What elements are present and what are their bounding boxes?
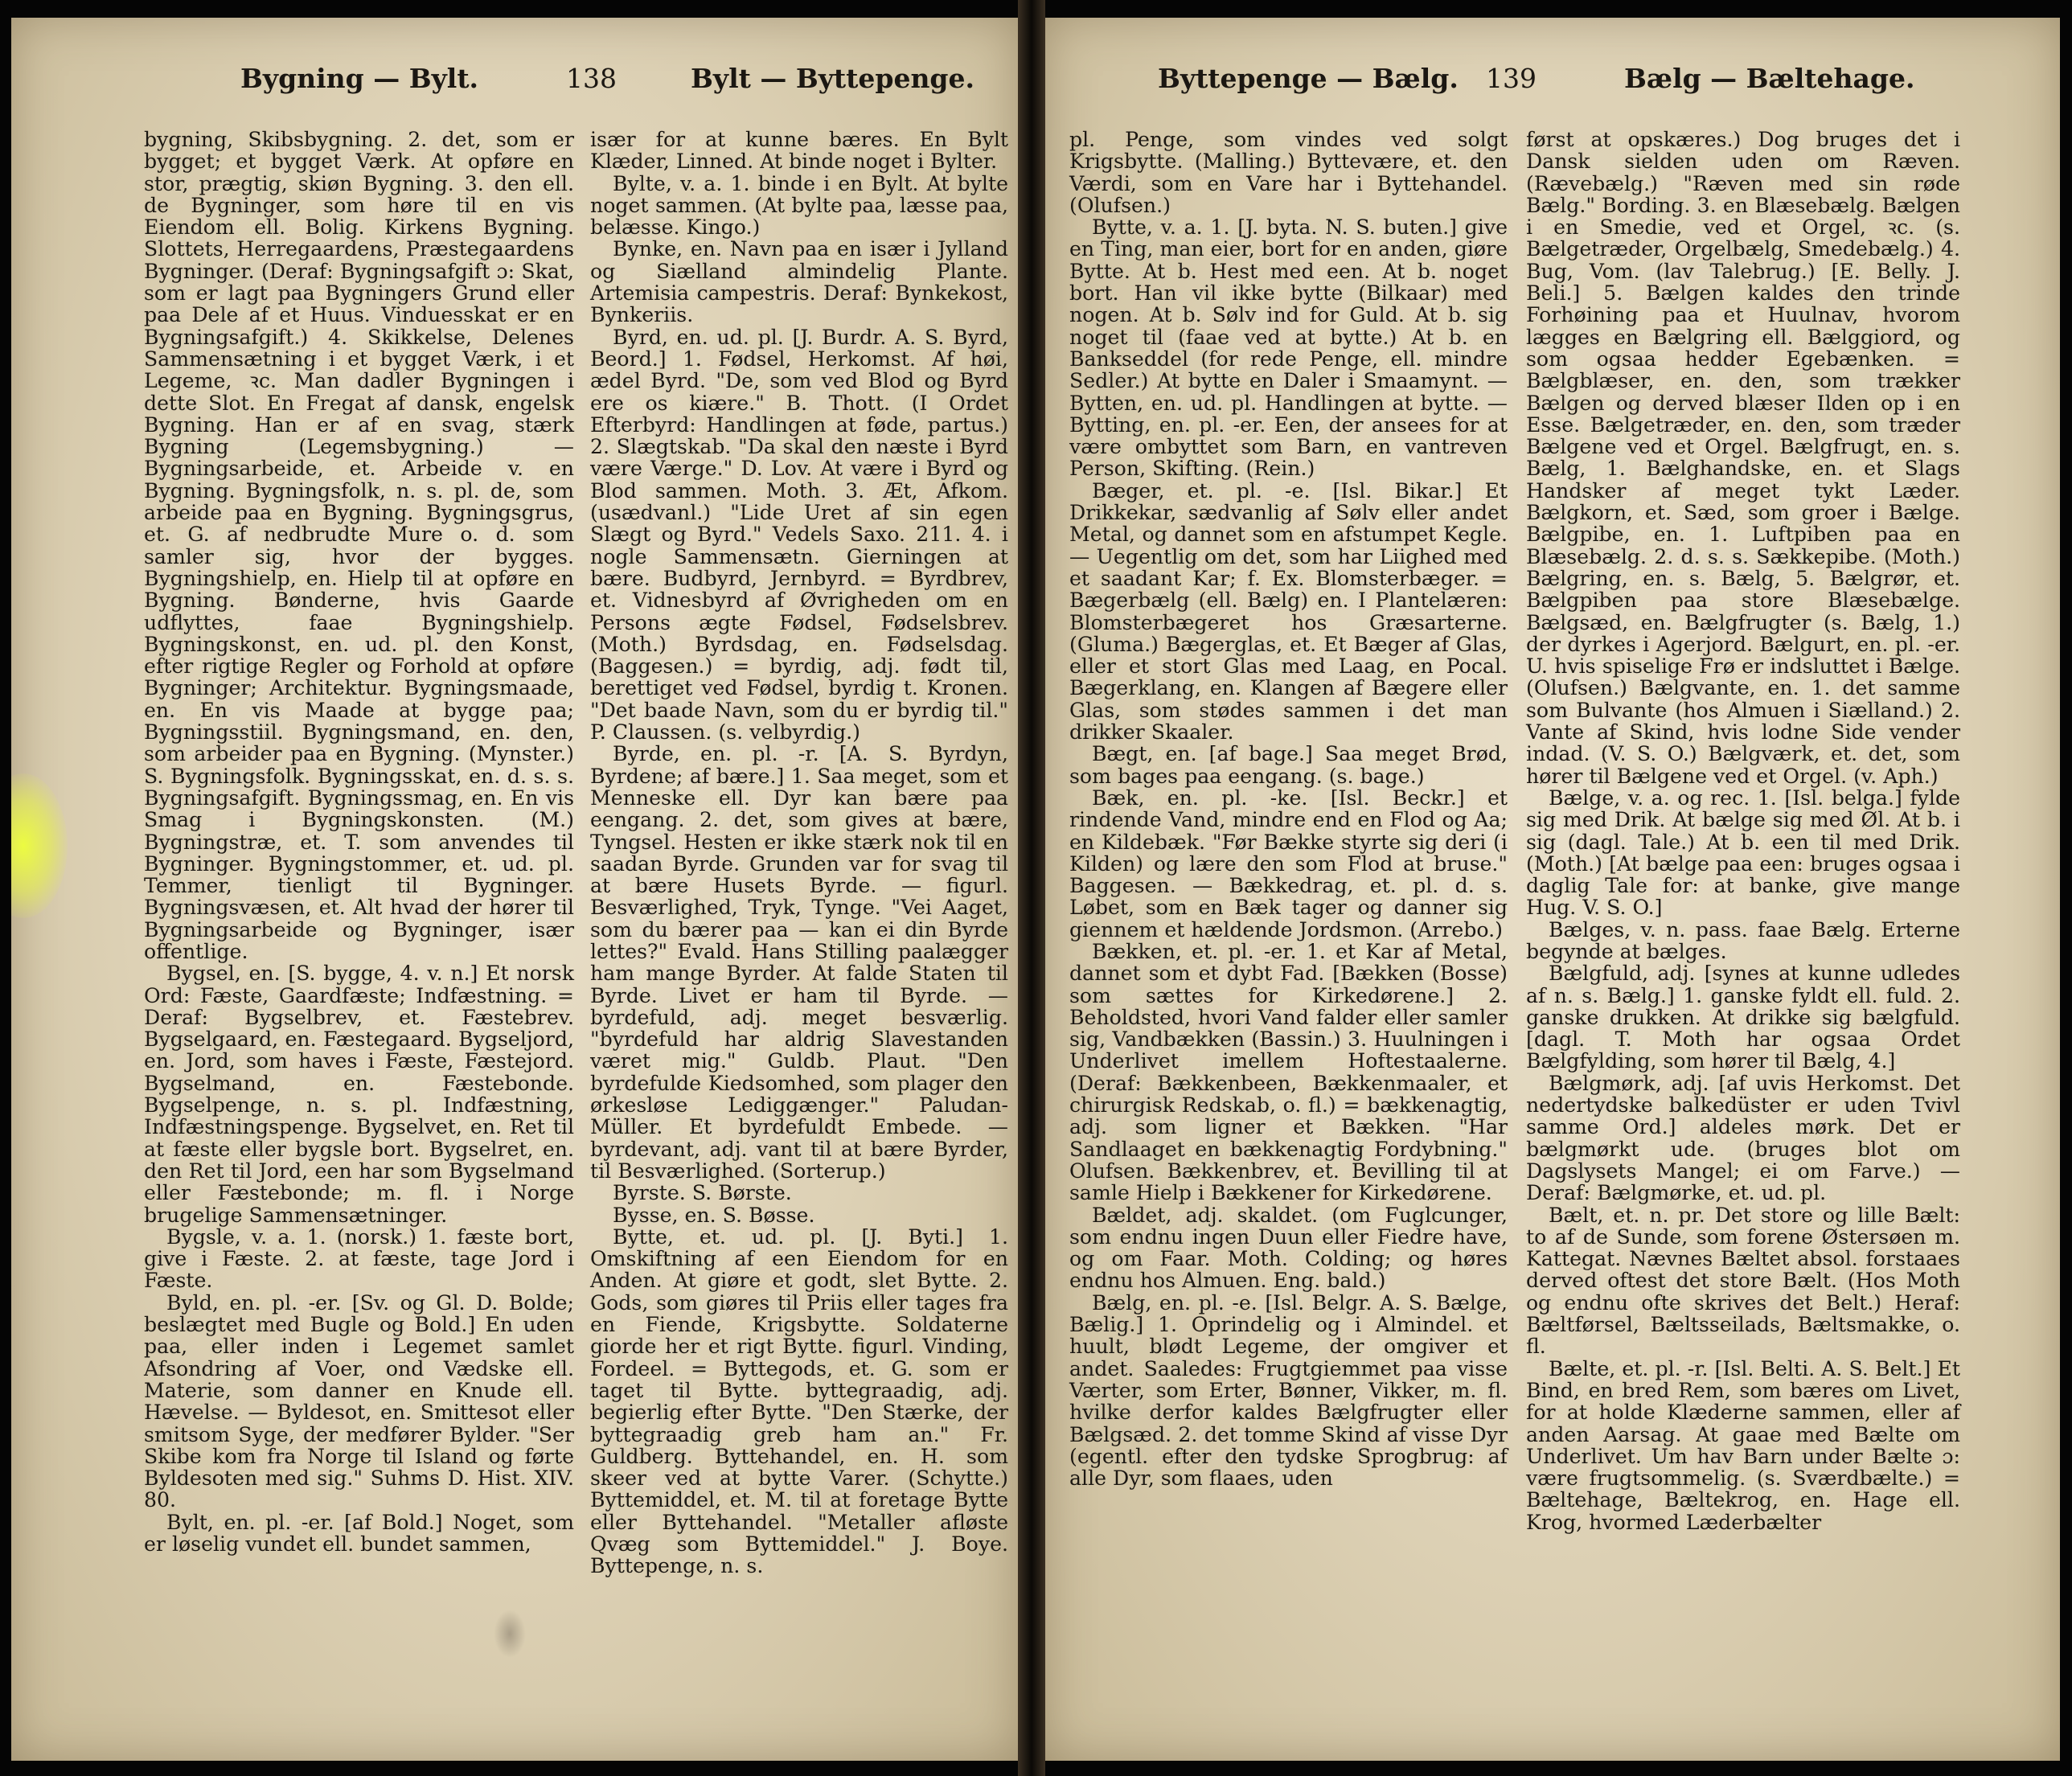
entry: Bældet, adj. skaldet. (om Fuglcunger, som endnu ingen Duun eller Fiedre have, og om Faar. Moth. Colding; og høres endnu hos Almuen. Eng. bald.) bbox=[1069, 1203, 1508, 1293]
entry: Byrde, en. pl. -r. [A. S. Byrdyn, Byrdene; af bære.] 1. Saa meget, som et Menneske ell. Dyr kan bære paa eengang. 2. det, som gives at bære, Tyngsel. Hesten er ikke stærk nok til en saadan Byrde. Grunden var for svag til at bære Husets Byrde. — figurl. Besværlighed, Tryk, Tynge. "Vei Aaget, som du bærer paa — kan ei din Byrde lettes?" Evald. Hans Stilling paalægger ham mange Byrder. At falde Staten til Byrde. Livet er ham til Byrde. — byrdefuld, adj. meget besværlig. "byrdefuld har aldrig Slavestanden været mig." Guldb. Plaut. "Den byrdefulde Kiedsomhed, som plager den ørkesløse Lediggænger." Paludan-Müller. Et byrdefuldt Embede. — byrdevant, adj. vant til at bære Byrder, til Besværlighed. (Sorterup.) bbox=[590, 742, 1008, 1183]
entry: Bylt, en. pl. -er. [af Bold.] Noget, som er løselig vundet ell. bundet sammen, bbox=[144, 1510, 574, 1556]
page-header bbox=[11, 56, 1018, 101]
right-page bbox=[1045, 18, 2060, 1761]
entry: Bælgmørk, adj. [af uvis Herkomst. Det nedertydske balkedüster er uden Tvivl samme Ord.] aldeles mørk. Det er bælgmørkt ude. (bruges blot om Dagslysets Mangel; ei om Farve.) — Deraf: Bælgmørke, et. ud. pl. bbox=[1526, 1071, 1960, 1205]
left-column bbox=[1069, 129, 1508, 1489]
entry: Bynke, en. Navn paa en især i Jylland og Siælland almindelig Plante. Artemisia campestris. Deraf: Bynkekost, Bynkeriis. bbox=[590, 237, 1008, 327]
entry: Bælte, et. pl. -r. [Isl. Belti. A. S. Belt.] Et Bind, en bred Rem, som bæres om Livet, for at holde Klæderne sammen, eller af anden Aarsag. At gaae med Bælte om Underlivet. Um hav Barn under Bælte ɔ: være frugtsommelig. (s. Sværdbælte.) = Bæltehage, Bæltekrog, en. Hage ell. Krog, hvormed Læderbælter bbox=[1526, 1356, 1960, 1534]
right-column bbox=[1526, 129, 1960, 1533]
entry: især for at kunne bæres. En Bylt Klæder, Linned. At binde noget i Bylter. bbox=[590, 128, 1008, 174]
header-right-term: Bælg — Bæltehage. bbox=[1624, 63, 1915, 94]
entry: Bælges, v. n. pass. faae Bælg. Erterne begynde at bælges. bbox=[1526, 917, 1960, 963]
header-right-term: Bylt — Byttepenge. bbox=[691, 63, 974, 94]
right-column bbox=[590, 129, 1008, 1577]
left-column bbox=[144, 129, 574, 1555]
entry: Bækken, et. pl. -er. 1. et Kar af Metal, dannet som et dybt Fad. [Bækken (Bosse) som sættes for Kirkedørene.] 2. Beholdsted, hvori Vand falder eller samler sig, Vandbækken (Bassin.) 3. Huulningen i Underlivet imellem Hoftestaalerne. (Deraf: Bækkenbeen, Bækkenmaaler, et chirurgisk Redskab, o. fl.) = bækkenagtig, adj. som ligner et Bækken. "Har Sandlaaget en bækkenagtig Fordybning." Olufsen. Bækkenbrev, et. Bevilling til at samle Hielp i Bækkener for Kirkedørene. bbox=[1069, 939, 1508, 1205]
entry: Bægt, en. [af bage.] Saa meget Brød, som bages paa eengang. (s. bage.) bbox=[1069, 742, 1508, 788]
page-number: 139 bbox=[1486, 63, 1537, 94]
entry: Bytte, et. ud. pl. [J. Byti.] 1. Omskiftning af een Eiendom for en Anden. At giøre et godt, slet Bytte. 2. Gods, som giøres til Priis eller tages fra en Fiende, Krigsbytte. Soldaterne giorde her et rigt Bytte. figurl. Vinding, Fordeel. = Byttegods, et. G. som er taget til Bytte. byttegraadig, adj. begierlig efter Bytte. "Den Stærke, der byttegraadig greb ham an." Fr. Guldberg. Byttehandel, en. H. som skeer ved at bytte Varer. (Schytte.) Byttemiddel, et. M. til at foretage Bytte eller Byttehandel. "Metaller afløste Qvæg som Byttemiddel." J. Boye. Byttepenge, n. s. bbox=[590, 1224, 1008, 1578]
header-left-term: Byttepenge — Bælg. bbox=[1158, 63, 1459, 94]
yellow-stain bbox=[11, 773, 68, 918]
entry: Bælgfuld, adj. [synes at kunne udledes af n. s. Bælg.] 1. ganske fyldt ell. fuld. 2. ganske drukken. At drikke sig bælgfuld. [dagl. T. Moth har ogsaa Ordet Bælgfylding, som hører til Bælg, 4.] bbox=[1526, 962, 1960, 1073]
left-page bbox=[11, 18, 1018, 1761]
entry: Bæk, en. pl. -ke. [Isl. Beckr.] et rindende Vand, mindre end en Flod og Aa; en Kildebæk. "Før Bække styrte sig deri (i Kilden) og lære den som Flod at bruse." Baggesen. — Bækkedrag, et. pl. d. s. Løbet, som en Bæk tager og danner sig giennem et hældende Jordsmon. (Arrebo.) bbox=[1069, 785, 1508, 941]
entry: Bælg, en. pl. -e. [Isl. Belgr. A. S. Bælge, Bælig.] 1. Oprindelig og i Almindel. et huult, blødt Legeme, der omgiver et andet. Saaledes: Frugtgiemmet paa visse Værter, som Erter, Bønner, Vikker, m. fl. hvilke derfor kaldes Bælgfrugter eller Bælgsæd. 2. det tomme Skind af visse Dyr (egentl. efter den tydske Sprogbrug: af alle Dyr, som flaaes, uden bbox=[1069, 1290, 1508, 1491]
entry: Bygsle, v. a. 1. (norsk.) 1. fæste bort, give i Fæste. 2. at fæste, tage Jord i Fæste. bbox=[144, 1224, 574, 1293]
entry: Byld, en. pl. -er. [Sv. og Gl. D. Bolde; beslægtet med Bugle og Bold.] En uden paa, eller inden i Legemet samlet Afsondring af Voer, ond Vædske ell. Materie, som danner en Knude ell. Hævelse. — Byldesot, en. Smittesot eller smitsom Syge, der medfører Bylder. "Ser Skibe kom fra Norge til Island og førte Byldesoten med sig." Suhms D. Hist. XIV. 80. bbox=[144, 1290, 574, 1512]
entry: Byrd, en. ud. pl. [J. Burdr. A. S. Byrd, Beord.] 1. Fødsel, Herkomst. Af høi, ædel Byrd. "De, som ved Blod og Byrd ere os kiære." B. Thott. (I Ordet Efterbyrd: Handlingen at føde, partus.) 2. Slægtskab. "Da skal den næste i Byrd være Værge." D. Lov. At være i Byrd og Blod sammen. Moth. 3. Æt, Afkom. (usædvanl.) "Lide Uret af sin egen Slægt og Byrd." Vedels Saxo. 211. 4. i nogle Sammensætn. Gierningen at bære. Budbyrd, Jernbyrd. = Byrdbrev, et. Vidnesbyrd af Øvrigheden om en Persons ægte Fødsel, Fødselsbrev. (Moth.) Byrdsdag, en. Fødselsdag. (Baggesen.) = byrdig, adj. født til, berettiget ved Fødsel, byrdig t. Kronen. "Det baade Navn, som du er byrdig til." P. Claussen. (s. velbyrdig.) bbox=[590, 325, 1008, 744]
entry: bygning, Skibsbygning. 2. det, som er bygget; et bygget Værk. At opføre en stor, prægtig, skiøn Bygning. 3. den ell. de Bygninger, som høre til en vis Eiendom ell. Bolig. Kirkens Bygning. Slottets, Herregaardens, Præstegaardens Bygninger. (Deraf: Bygningsafgift ɔ: Skat, som er lagt paa Bygningers Grund eller paa Dele af et Huus. Vinduesskat er en Bygningsafgift.) 4. Skikkelse, Delenes Sammensætning i et bygget Værk, i et Legeme, ꝛc. Man dadler Bygningen i dette Slot. En Fregat af dansk, engelsk Bygning. Han er af en svag, stærk Bygning (Legemsbygning.) — Bygningsarbeide, et. Arbeide v. en Bygning. Bygningsfolk, n. s. pl. de, som arbeide paa en Bygning. Bygningsgrus, et. G. af nedbrudte Mure o. d. som samler sig, hvor der bygges. Bygningshielp, en. Hielp til at opføre en Bygning. Bønderne, hvis Gaarde udflyttes, faae Bygningshielp. Bygningskonst, en. ud. pl. den Konst, efter rigtige Regler og Forhold at opføre Bygninger; Architektur. Bygningsmaade, en. En vis Maade at bygge paa; Bygningsstiil. Bygningsmand, en. den, som arbeider paa en Bygning. (Mynster.) S. Bygningsfolk. Bygningsskat, en. d. s. s. Bygningsafgift. Bygningssmag, en. En vis Smag i Bygningskonsten. (M.) Bygningstræ, et. T. som anvendes til Bygninger. Bygningstommer, et. ud. pl. Temmer, tienligt til Bygninger. Bygningsvæsen, et. Alt hvad der hører til Bygningsarbeide og Bygninger, især offentlige. bbox=[144, 128, 574, 963]
entry: Bælt, et. n. pr. Det store og lille Bælt: to af de Sunde, som forene Østersøen m. Kattegat. Nævnes Bæltet absol. forstaaes derved oftest det store Bælt. (Hos Moth og endnu ofte skrives det Belt.) Heraf: Bæltførsel, Bæltsseilads, Bæltsmakke, o. fl. bbox=[1526, 1203, 1960, 1359]
entry: Bæger, et. pl. -e. [Isl. Bikar.] Et Drikkekar, sædvanlig af Sølv eller andet Metal, og dannet som en afstumpet Kegle. — Uegentlig om det, som har Liighed med et saadant Kar; f. Ex. Blomsterbæger. = Bægerbælg (ell. Bælg) en. I Plantelæren: Blomsterbægeret hos Græsarterne. (Gluma.) Bægerglas, et. Et Bæger af Glas, eller et stort Glas med Laag, en Pocal. Bægerklang, en. Klangen af Bægere eller Glas, som stødes sammen i det man drikker Skaaler. bbox=[1069, 478, 1508, 744]
entry: Bysse, en. S. Bøsse. bbox=[613, 1203, 815, 1227]
entry: Bylte, v. a. 1. binde i en Bylt. At bylte noget sammen. (At bylte paa, læsse paa, belæsse. Kingo.) bbox=[590, 171, 1008, 240]
page-header bbox=[1045, 56, 2060, 101]
entry: først at opskæres.) Dog bruges det i Dansk sielden uden om Ræven. (Rævebælg.) "Ræven med sin røde Bælg." Bording. 3. en Blæsebælg. Bælgen i en Smedie, ved et Orgel, ꝛc. (s. Bælgetræder, Orgelbælg, Smedebælg.) 4. Bug, Vom. (lav Talebrug.) [E. Belly. J. Beli.] 5. Bælgen kaldes den trinde Forhøining paa et Huulnav, hvorom lægges en Bælgring ell. Bælggiord, og som ogsaa hedder Egebænken. = Bælgblæser, en. den, som trækker Bælgen og derved blæser Ilden op i en Esse. Bælgetræder, en. den, som træder Bælgene ved et Orgel. Bælgfrugt, en. s. Bælg, 1. Bælghandske, en. et Slags Handsker af meget tykt Læder. Bælgkorn, et. Sæd, som groer i Bælge. Bælgpibe, en. 1. Luftpiben paa en Blæsebælg. 2. d. s. s. Sækkepibe. (Moth.) Bælgring, en. s. Bælg, 5. Bælgrør, et. Bælgpiben paa store Blæsebælge. Bælgsæd, en. Bælgfrugter (s. Bælg, 1.) der dyrkes i Agerjord. Bælgurt, en. pl. -er. U. hvis spiselige Frø er indsluttet i Bælge. (Olufsen.) Bælgvante, en. 1. det samme som Bulvante (hos Almuen i Siælland.) 2. Vante af Skind, hvis lodne Side vender indad. (V. S. O.) Bælgværk, et. det, som hører til Bælgene ved et Orgel. (v. Aph.) bbox=[1526, 128, 1960, 788]
entry: Bytte, v. a. 1. [J. byta. N. S. buten.] give en Ting, man eier, bort for en anden, giøre Bytte. At b. Hest med een. At b. noget bort. Han vil ikke bytte (Bilkaar) med nogen. At b. Sølv ind for Guld. At b. sig noget til (faae ved at bytte.) At b. en Bankseddel (for rede Penge, ell. mindre Sedler.) At bytte en Daler i Smaamynt. — Bytten, en. ud. pl. Handlingen at bytte. — Bytting, en. pl. -er. Een, der ansees for at være ombyttet som Barn, en vantreven Person, Skifting. (Rein.) bbox=[1069, 215, 1508, 481]
header-left-term: Bygning — Bylt. bbox=[240, 63, 479, 94]
page-number: 138 bbox=[566, 63, 617, 94]
entry: pl. Penge, som vindes ved solgt Krigsbytte. (Malling.) Byttevære, et. den Værdi, som en Vare har i Byttehandel. (Olufsen.) bbox=[1069, 128, 1508, 217]
entry: Byrste. S. Børste. bbox=[613, 1181, 792, 1205]
book-gutter bbox=[1018, 0, 1045, 1776]
entry: Bælge, v. a. og rec. 1. [Isl. belga.] fylde sig med Drik. At bælge sig med Øl. At b. i sig (dagl. Tale.) At b. een til med Drik. (Moth.) [At bælge paa een: bruges ogsaa i daglig Tale for: at banke, give mange Hug. V. S. O.] bbox=[1526, 785, 1960, 920]
entry: Bygsel, en. [S. bygge, 4. v. n.] Et norsk Ord: Fæste, Gaardfæste; Indfæstning. = Deraf: Bygselbrev, et. Fæstebrev. Bygselgaard, en. Fæstegaard. Bygseljord, en. Jord, som haves i Fæste, Fæstejord. Bygselmand, en. Fæstebonde. Bygselpenge, n. s. pl. Indfæstning, Indfæstningspenge. Bygselvet, en. Ret til at fæste eller bygsle bort. Bygselret, en. den Ret til Jord, een har som Bygselmand eller Fæstebonde; m. fl. i Norge brugelige Sammensætninger. bbox=[144, 962, 574, 1227]
ink-blot bbox=[494, 1610, 526, 1658]
